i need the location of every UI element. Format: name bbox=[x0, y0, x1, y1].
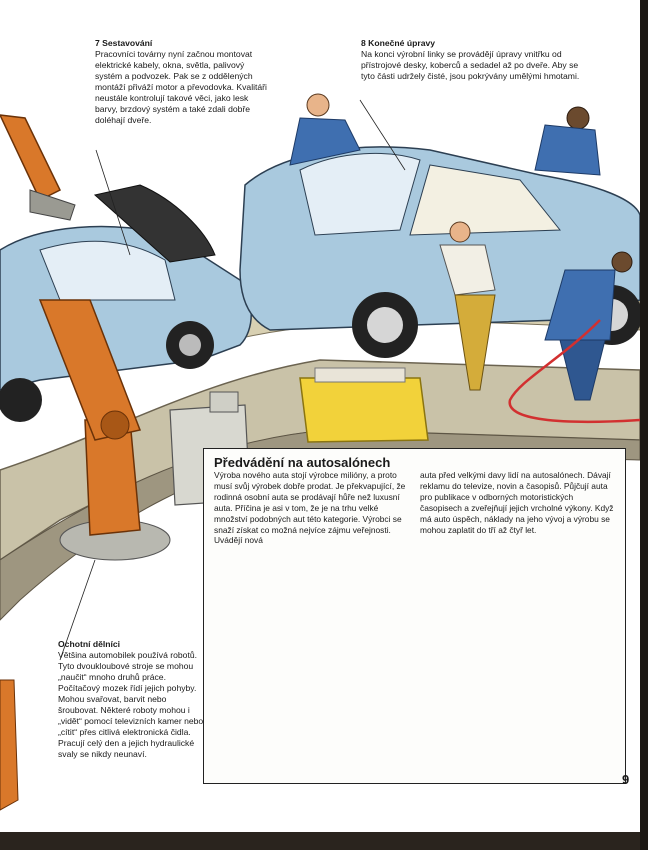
robots-body: Většina automobilek používá robotů. Tyto dvoukloubové stroje se mohou „naučit“ mnoho druhů práce. Počítačový mozek řídí jejich pohyby. Mohou svařovat, barvit nebo šroubovat. Některé roboty mohou i „vidět“ pomocí televizních kamer nebo „cítit“ přes citlivá elektronická čidla. Pracují celý den a jejich hydraulické svaly se nikdy neunaví. bbox=[58, 650, 204, 759]
showroom-box bbox=[203, 448, 626, 784]
page-number: 9 bbox=[622, 772, 630, 787]
showroom-text-column-1: Výroba nového auta stojí výrobce milióny, a proto musí svůj výrobek dobře prodat. Je překvapující, že rodinná osobní auta se prodávají hůře než luxusní auta. Příčina je asi v tom, že je na trhu velké množství podobných aut této kategorie. Výrobci se snaží získat co možná nejvíce zájmu veřejnosti. Uvádějí nová bbox=[214, 470, 406, 546]
assembly-heading: 7 Sestavování bbox=[95, 38, 153, 48]
upper-robot bbox=[0, 115, 75, 220]
page-right-edge bbox=[640, 0, 648, 850]
finishing-body: Na konci výrobní linky se provádějí úpravy vnitřku od přístrojové desky, koberců a sedadel až po dveře. Aby se tyto části udržely čisté, jsou pokrývány umělými hmotami. bbox=[361, 49, 580, 81]
lower-robot-edge bbox=[0, 680, 18, 810]
page-bottom-edge bbox=[0, 832, 648, 850]
worker-top-right bbox=[535, 107, 600, 175]
assembly-caption bbox=[95, 38, 271, 126]
parts-crate bbox=[300, 368, 428, 442]
showroom-title: Předvádění na autosalónech bbox=[214, 455, 391, 470]
robots-caption bbox=[58, 639, 206, 760]
finishing-heading: 8 Konečné úpravy bbox=[361, 38, 436, 48]
showroom-text-column-2: auta před velkými davy lidí na autosalónech. Dávají reklamu do televize, novin a časopisů. Půjčují auta pro publikace v odborných motoristických časopisech a zveřejňují jejich vrcholné výkony. Když má auto úspěch, náklady na jeho vývoj a výrobu se mohou zaplatit do tří až čtyř let. bbox=[420, 470, 614, 535]
finishing-caption bbox=[361, 38, 589, 82]
robots-heading: Ochotní dělníci bbox=[58, 639, 121, 649]
assembly-body: Pracovníci továrny nyní začnou montovat elektrické kabely, okna, světla, palivový systém a podvozek. Pak se z oddělených montáží přiváží motor a převodovka. Kvalitáři neustále kontrolují takové věci, jako lesk barvy, brzdový systém a také zdali dobře doléhají dveře. bbox=[95, 49, 267, 125]
left-car-body bbox=[0, 185, 251, 422]
